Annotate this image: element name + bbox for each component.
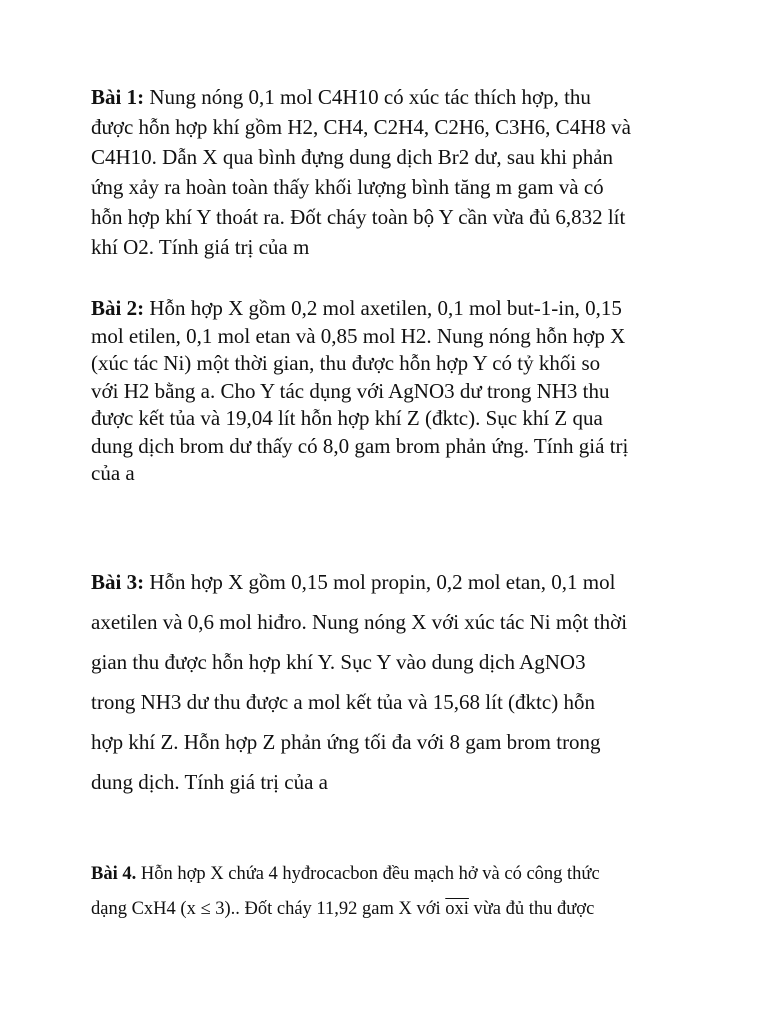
problem-label: Bài 2: <box>91 296 145 320</box>
problem-label: Bài 4. <box>91 864 137 884</box>
problem-line: dung dịch brom dư thấy có 8,0 gam brom phản ứng. Tính giá trị <box>91 433 629 458</box>
problem-line: gian thu được hỗn hợp khí Y. Sục Y vào dung dịch AgNO3 <box>91 650 586 674</box>
problem-1 <box>91 82 681 262</box>
problem-line: trong NH3 dư thu được a mol kết tủa và 15,68 lít (đktc) hỗn <box>91 690 595 714</box>
problem-line: Bài 3: Hỗn hợp X gồm 0,15 mol propin, 0,2 mol etan, 0,1 mol <box>91 570 616 594</box>
problem-line: hợp khí Z. Hỗn hợp Z phản ứng tối đa với 8 gam brom trong <box>91 730 601 754</box>
problem-line: hỗn hợp khí Y thoát ra. Đốt cháy toàn bộ Y cần vừa đủ 6,832 lít <box>91 205 626 229</box>
problem-line: khí O2. Tính giá trị của m <box>91 235 310 259</box>
problem-line: mol etilen, 0,1 mol etan và 0,85 mol H2. Nung nóng hỗn hợp X <box>91 323 626 348</box>
problem-line: C4H10. Dẫn X qua bình đựng dung dịch Br2 dư, sau khi phản <box>91 145 614 169</box>
problem-line: với H2 bằng a. Cho Y tác dụng với AgNO3 dư trong NH3 thu <box>91 378 610 403</box>
problem-2 <box>91 295 681 488</box>
problem-4 <box>91 857 691 927</box>
overlined-word: $\overline{oxi}$ <box>445 899 469 919</box>
problem-line: được kết tủa và 19,04 lít hỗn hợp khí Z (đktc). Sục khí Z qua <box>91 406 603 430</box>
problem-label: Bài 3: <box>91 570 145 594</box>
problem-line: ứng xảy ra hoàn toàn thấy khối lượng bình tăng m gam và có <box>91 175 604 199</box>
problem-line: Bài 1: Nung nóng 0,1 mol C4H10 có xúc tác thích hợp, thu <box>91 85 591 109</box>
problem-3 <box>91 562 681 802</box>
problem-line: dạng CxH4 (x ≤ 3).. Đốt cháy 11,92 gam X với $\overline{oxi}$ vừa đủ thu được <box>91 899 595 919</box>
problem-line: của a <box>91 461 135 485</box>
problem-line: axetilen và 0,6 mol hiđro. Nung nóng X với xúc tác Ni một thời <box>91 610 628 634</box>
problem-line: (xúc tác Ni) một thời gian, thu được hỗn hợp Y có tỷ khối so <box>91 351 601 375</box>
problem-line: Bài 2: Hỗn hợp X gồm 0,2 mol axetilen, 0,1 mol but-1-in, 0,15 <box>91 296 622 320</box>
problem-line: được hỗn hợp khí gồm H2, CH4, C2H4, C2H6, C3H6, C4H8 và <box>91 115 631 139</box>
problem-label: Bài 1: <box>91 85 145 109</box>
problem-line: dung dịch. Tính giá trị của a <box>91 770 328 794</box>
problem-line: Bài 4. Hỗn hợp X chứa 4 hyđrocacbon đều mạch hở và có công thức <box>91 864 600 884</box>
